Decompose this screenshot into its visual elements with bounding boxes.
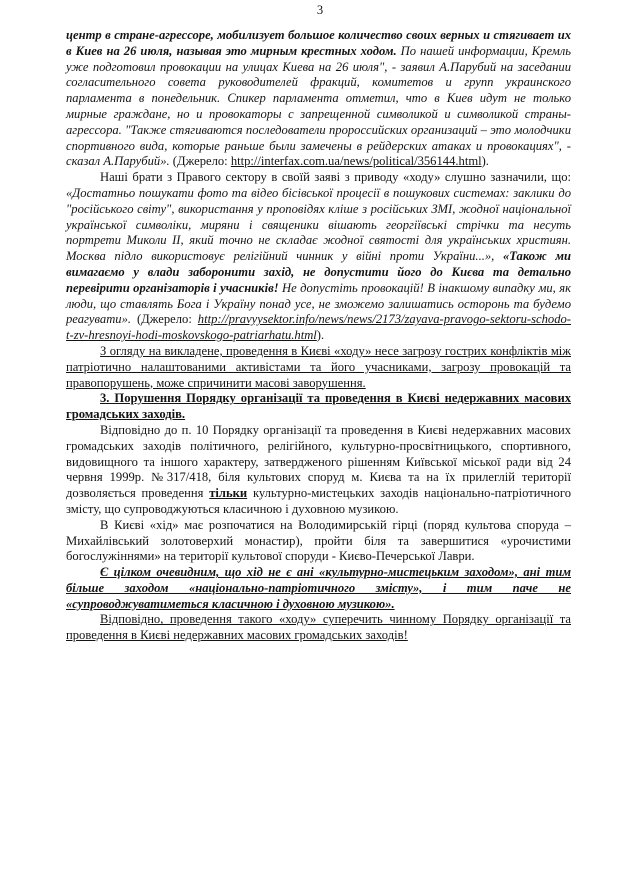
paragraph-quote-parubiy <box>66 28 571 170</box>
source-link-interfax[interactable]: http://interfax.com.ua/news/political/356144.html <box>230 154 482 169</box>
paragraph-intro: Наші брати з Правого сектору в своїй заяві з приводу «ходу» слушно зазначили, що: <box>100 170 571 185</box>
italic-quote-end: Не допустіть провокацій! В інакшому випадку ми, як люди, що ставлять Бога і Україну понад усе, не зможемо залишатись осторонь та будемо реагувати». <box>66 280 571 327</box>
italic-quote-rest: По нашей информации, Кремль уже подготовил провокации на улицах Киева на 26 июля", - заявил А.Парубий на заседании согласительного совета руководителей фракций, комитетов и групп украинского парламента в понедельник. Спикер парламента отметил, что в Киев идут не только мирные граждане, но и провокаторы с запрещенной символикой и символикой страны-агрессора. "Также стягиваются последователи пророссийских организаций – это молодчики спортивного вида, которые раньше были замечены в рейдерских атаках и провокациях", - сказал А.Парубий». <box>66 43 571 169</box>
source-prefix: (Джерело: <box>131 312 198 327</box>
source-suffix: ). <box>481 154 489 169</box>
bold-italic-demand: «Також ми вимагаємо у влади заборонити захід, не допустити його до Києва та детально перевірити організаторів і учасників! <box>66 249 571 295</box>
source-prefix: (Джерело: <box>169 154 231 169</box>
paragraph-right-sector <box>66 170 571 344</box>
paragraph-conclusion: З огляду на викладене, проведення в Києві «ходу» несе загрозу гострих конфліктів між патріотично налаштованими активістами та його учасниками, загрозу провокацій та правопорушень, може спричинити масові заворушення. <box>66 343 571 390</box>
procedure-text-before: Відповідно до п. 10 Порядку організації та проведення в Києві недержавних масових громадських заходів політичного, релігійного, культурно-просвітницького, спортивного, видовищного та іншого характеру, затвердженого рішенням Київської міської ради від 24 червня 1999р. №317/418, біля культових споруд м. Києва та на їх прилеглій території дозволяється проведення <box>66 422 571 501</box>
page-number: 3 <box>316 3 324 17</box>
document-body <box>66 28 571 644</box>
paragraph-procedure <box>66 423 571 518</box>
source-link-pravyysektor[interactable]: http://pravyysektor.info/news/news/2173/zayava-pravogo-sektoru-schodo-t-zv-hresnoyi-hodi-moskovskogo-patriarhatu.html <box>66 312 571 343</box>
procedure-text-after: культурно-мистецьких заходів національно-патріотичного змісту, що супроводжуються класичною і духовною музикою. <box>66 486 571 516</box>
section-3-heading: 3. Порушення Порядку організації та проведення в Києві недержавних масових громадських заходів. <box>66 391 571 422</box>
bold-quote-start: центр в стране-агрессоре, мобилизует большое количество своих верных и стягивает их в Киев на 26 июля, называя это мирным крестных ходом. <box>66 28 571 58</box>
italic-quote: «Достатньо пошукати фото та відео бісівської процесії в пошукових системах: заклики до "російського світу", використання у проповідях кліше з російських ЗМІ, жодної національної української символіки, миряни і священики вішають георгіївські стрічки та несуть портрети Миколи ІІ, який точно не складає жодної святості для українських християн. Москва підло використовує релігійний чинник у війні проти України...», <box>66 185 571 264</box>
source-suffix: ). <box>316 328 325 343</box>
paragraph-obvious: Є цілком очевидним, що хід не є ані «культурно-мистецьким заходом», ані тим більше заходом «національно-патріотичного змісту», і тим паче не «супроводжуватиметься класичною і духовною музикою». <box>66 565 571 611</box>
paragraph-route: В Києві «хід» має розпочатися на Володимирській гірці (поряд культова споруда – Михайлівський золотоверхий монастир), пройти біля та завершитися «урочистими богослужіннями» на території культової споруди - Києво-Печерської Лаври. <box>66 517 571 564</box>
procedure-emphasis: тільки <box>209 486 248 501</box>
paragraph-contradicts: Відповідно, проведення такого «ходу» суперечить чинному Порядку організації та проведення в Києві недержавних масових громадських заходів! <box>66 612 571 643</box>
